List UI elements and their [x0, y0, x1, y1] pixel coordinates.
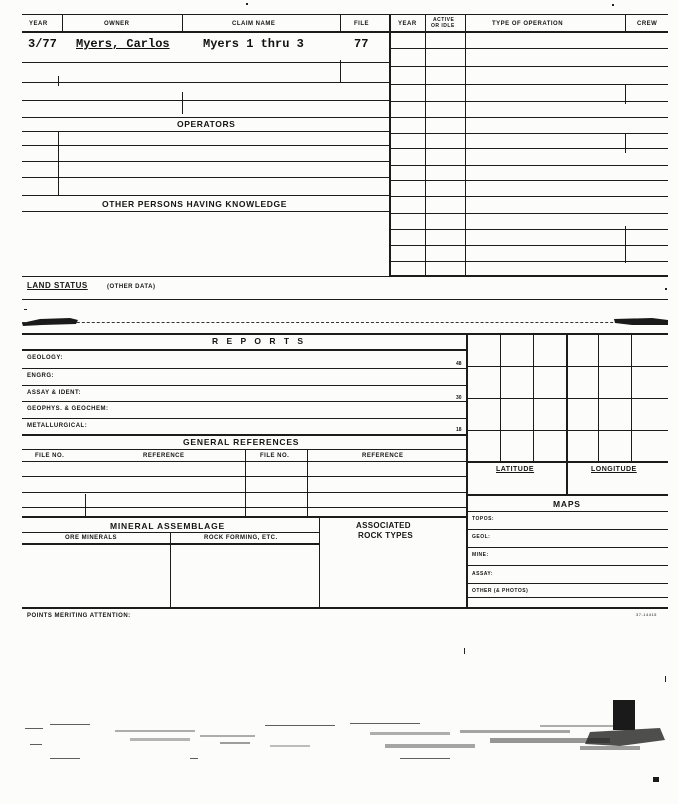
- right-row-rule: [390, 245, 668, 246]
- grid-line: [566, 334, 568, 495]
- longitude-label: LONGITUDE: [591, 466, 637, 473]
- owner-row-rule: [22, 82, 390, 83]
- mine-label: MINE:: [472, 552, 489, 558]
- entry-claim-name: Myers 1 thru 3: [203, 37, 304, 51]
- type-of-operation-column-header: TYPE OF OPERATION: [492, 21, 564, 27]
- header-divider: [182, 14, 183, 32]
- references-reference-header-2: REFERENCE: [362, 453, 404, 459]
- maps-top-rule: [467, 494, 668, 496]
- mineral-header-rule: [22, 532, 320, 533]
- land-status-top-rule: [22, 276, 390, 277]
- operators-column-divider: [58, 131, 59, 195]
- references-column-divider: [245, 449, 246, 516]
- references-tick: [85, 494, 86, 516]
- land-status-label: LAND STATUS: [27, 281, 88, 290]
- metallurgical-label: METALLURGICAL:: [27, 423, 88, 429]
- rock-types-heading: ROCK TYPES: [358, 531, 414, 540]
- geophys-geochem-label: GEOPHYS. & GEOCHEM:: [27, 406, 109, 412]
- right-row-rule: [390, 196, 668, 197]
- crew-tick: [625, 133, 626, 153]
- main-right-divider: [466, 334, 468, 608]
- geology-label: GEOLOGY:: [27, 355, 63, 361]
- right-row-rule: [390, 117, 668, 118]
- maps-row-rule: [467, 583, 668, 584]
- operators-row-rule: [22, 177, 390, 178]
- geology-number: 48: [456, 361, 462, 367]
- references-reference-header: REFERENCE: [143, 453, 185, 459]
- other-persons-heading: OTHER PERSONS HAVING KNOWLEDGE: [102, 199, 288, 209]
- crew-column-header: CREW: [637, 21, 658, 27]
- references-column-divider: [307, 449, 308, 516]
- crew-tick: [625, 84, 626, 104]
- right-row-rule: [390, 66, 668, 67]
- associated-heading: ASSOCIATED: [356, 521, 411, 530]
- claim-name-column-header: CLAIM NAME: [232, 21, 276, 27]
- owner-row-rule: [22, 100, 390, 101]
- geol-label: GEOL:: [472, 534, 491, 540]
- reports-heading: R E P O R T S: [212, 336, 307, 346]
- right-row-rule: [390, 229, 668, 230]
- scan-noise: [20, 700, 670, 790]
- row-tick: [58, 76, 59, 86]
- header-divider: [340, 14, 341, 32]
- scan-speck: [612, 4, 614, 6]
- crew-tick: [625, 245, 626, 263]
- crew-tick: [625, 226, 626, 246]
- right-row-rule: [390, 148, 668, 149]
- year-right-column-header: YEAR: [398, 21, 417, 27]
- operators-row-rule: [22, 161, 390, 162]
- operators-heading: OPERATORS: [177, 119, 236, 129]
- rock-forming-header: ROCK FORMING, ETC.: [204, 535, 278, 541]
- header-top-rule: [22, 14, 668, 15]
- general-references-heading: GENERAL REFERENCES: [183, 437, 300, 447]
- references-file-no-header-2: FILE NO.: [260, 453, 290, 459]
- metallurgical-number: 18: [456, 427, 462, 433]
- year-active-divider: [425, 14, 426, 276]
- active-label: ACTIVE: [433, 17, 455, 23]
- scan-speck: [464, 648, 465, 654]
- references-file-no-header: FILE NO.: [35, 453, 65, 459]
- points-top-rule: [22, 607, 668, 609]
- maps-row-rule: [467, 565, 668, 566]
- year-column-header: YEAR: [29, 21, 48, 27]
- entry-file: 77: [354, 37, 369, 51]
- mineral-column-divider: [170, 533, 171, 608]
- row-tick: [182, 92, 183, 114]
- points-meriting-attention-label: POINTS MERITING ATTENTION:: [27, 613, 131, 619]
- right-row-rule: [390, 133, 668, 134]
- operators-bottom-rule: [22, 195, 390, 196]
- right-row-rule: [390, 48, 668, 49]
- scan-speck: [24, 309, 27, 310]
- operators-header-rule: [22, 131, 390, 132]
- right-row-rule: [390, 261, 668, 262]
- grid-line: [467, 366, 668, 367]
- operators-top-rule: [22, 117, 390, 118]
- right-row-rule: [390, 84, 668, 85]
- form-number: 37-14415: [636, 612, 657, 617]
- header-divider: [625, 14, 626, 32]
- land-status-dashed-rule: [22, 322, 668, 323]
- reports-header-rule: [22, 349, 467, 351]
- operators-row-rule: [22, 145, 390, 146]
- mineral-columns-rule: [22, 543, 320, 545]
- scan-speck: [665, 676, 666, 682]
- reports-row-rule: [22, 401, 467, 402]
- right-section-bottom-rule: [390, 275, 668, 277]
- maps-row-rule: [467, 547, 668, 548]
- grid-line: [467, 398, 668, 399]
- mineral-assemblage-heading: MINERAL ASSEMBLAGE: [110, 521, 225, 531]
- reports-row-rule: [22, 418, 467, 419]
- assay-ident-label: ASSAY & IDENT:: [27, 390, 82, 396]
- owner-column-header: OWNER: [104, 21, 130, 27]
- topos-label: TOPOS:: [472, 516, 495, 522]
- scan-speck: [665, 288, 667, 290]
- reports-bottom-rule: [22, 434, 467, 436]
- grid-line: [467, 430, 668, 431]
- right-row-rule: [390, 165, 668, 166]
- maps-header-rule: [467, 511, 668, 512]
- engrg-label: ENGRG:: [27, 373, 54, 379]
- mineral-top-rule: [22, 516, 467, 518]
- other-photos-label: OTHER (& PHOTOS): [472, 588, 529, 594]
- ink-smudge: [612, 314, 670, 328]
- entry-year: 3/77: [28, 37, 57, 51]
- row-tick: [340, 60, 341, 82]
- assay-map-label: ASSAY:: [472, 571, 494, 577]
- maps-heading: MAPS: [553, 499, 581, 509]
- right-row-rule: [390, 101, 668, 102]
- rock-types-divider: [319, 518, 320, 608]
- assay-number: 30: [456, 395, 462, 401]
- right-row-rule: [390, 180, 668, 181]
- ink-smudge: [20, 314, 80, 328]
- land-status-rule: [22, 299, 668, 300]
- other-persons-rule: [22, 211, 390, 212]
- maps-row-rule: [467, 597, 668, 598]
- grid-bottom-rule: [467, 461, 668, 463]
- land-status-note: (OTHER DATA): [107, 284, 156, 290]
- entry-owner: Myers, Carlos: [76, 37, 170, 51]
- ore-minerals-header: ORE MINERALS: [65, 535, 118, 541]
- file-column-header: FILE: [354, 21, 369, 27]
- latitude-label: LATITUDE: [496, 466, 535, 473]
- active-type-divider: [465, 14, 466, 276]
- maps-row-rule: [467, 529, 668, 530]
- reports-top-rule: [22, 333, 668, 335]
- idle-label: OR IDLE: [431, 23, 455, 29]
- scan-speck: [246, 3, 248, 5]
- header-bottom-rule: [22, 31, 668, 33]
- reports-row-rule: [22, 385, 467, 386]
- owner-row-rule: [22, 62, 390, 63]
- header-divider: [62, 14, 63, 32]
- right-row-rule: [390, 213, 668, 214]
- reports-row-rule: [22, 368, 467, 369]
